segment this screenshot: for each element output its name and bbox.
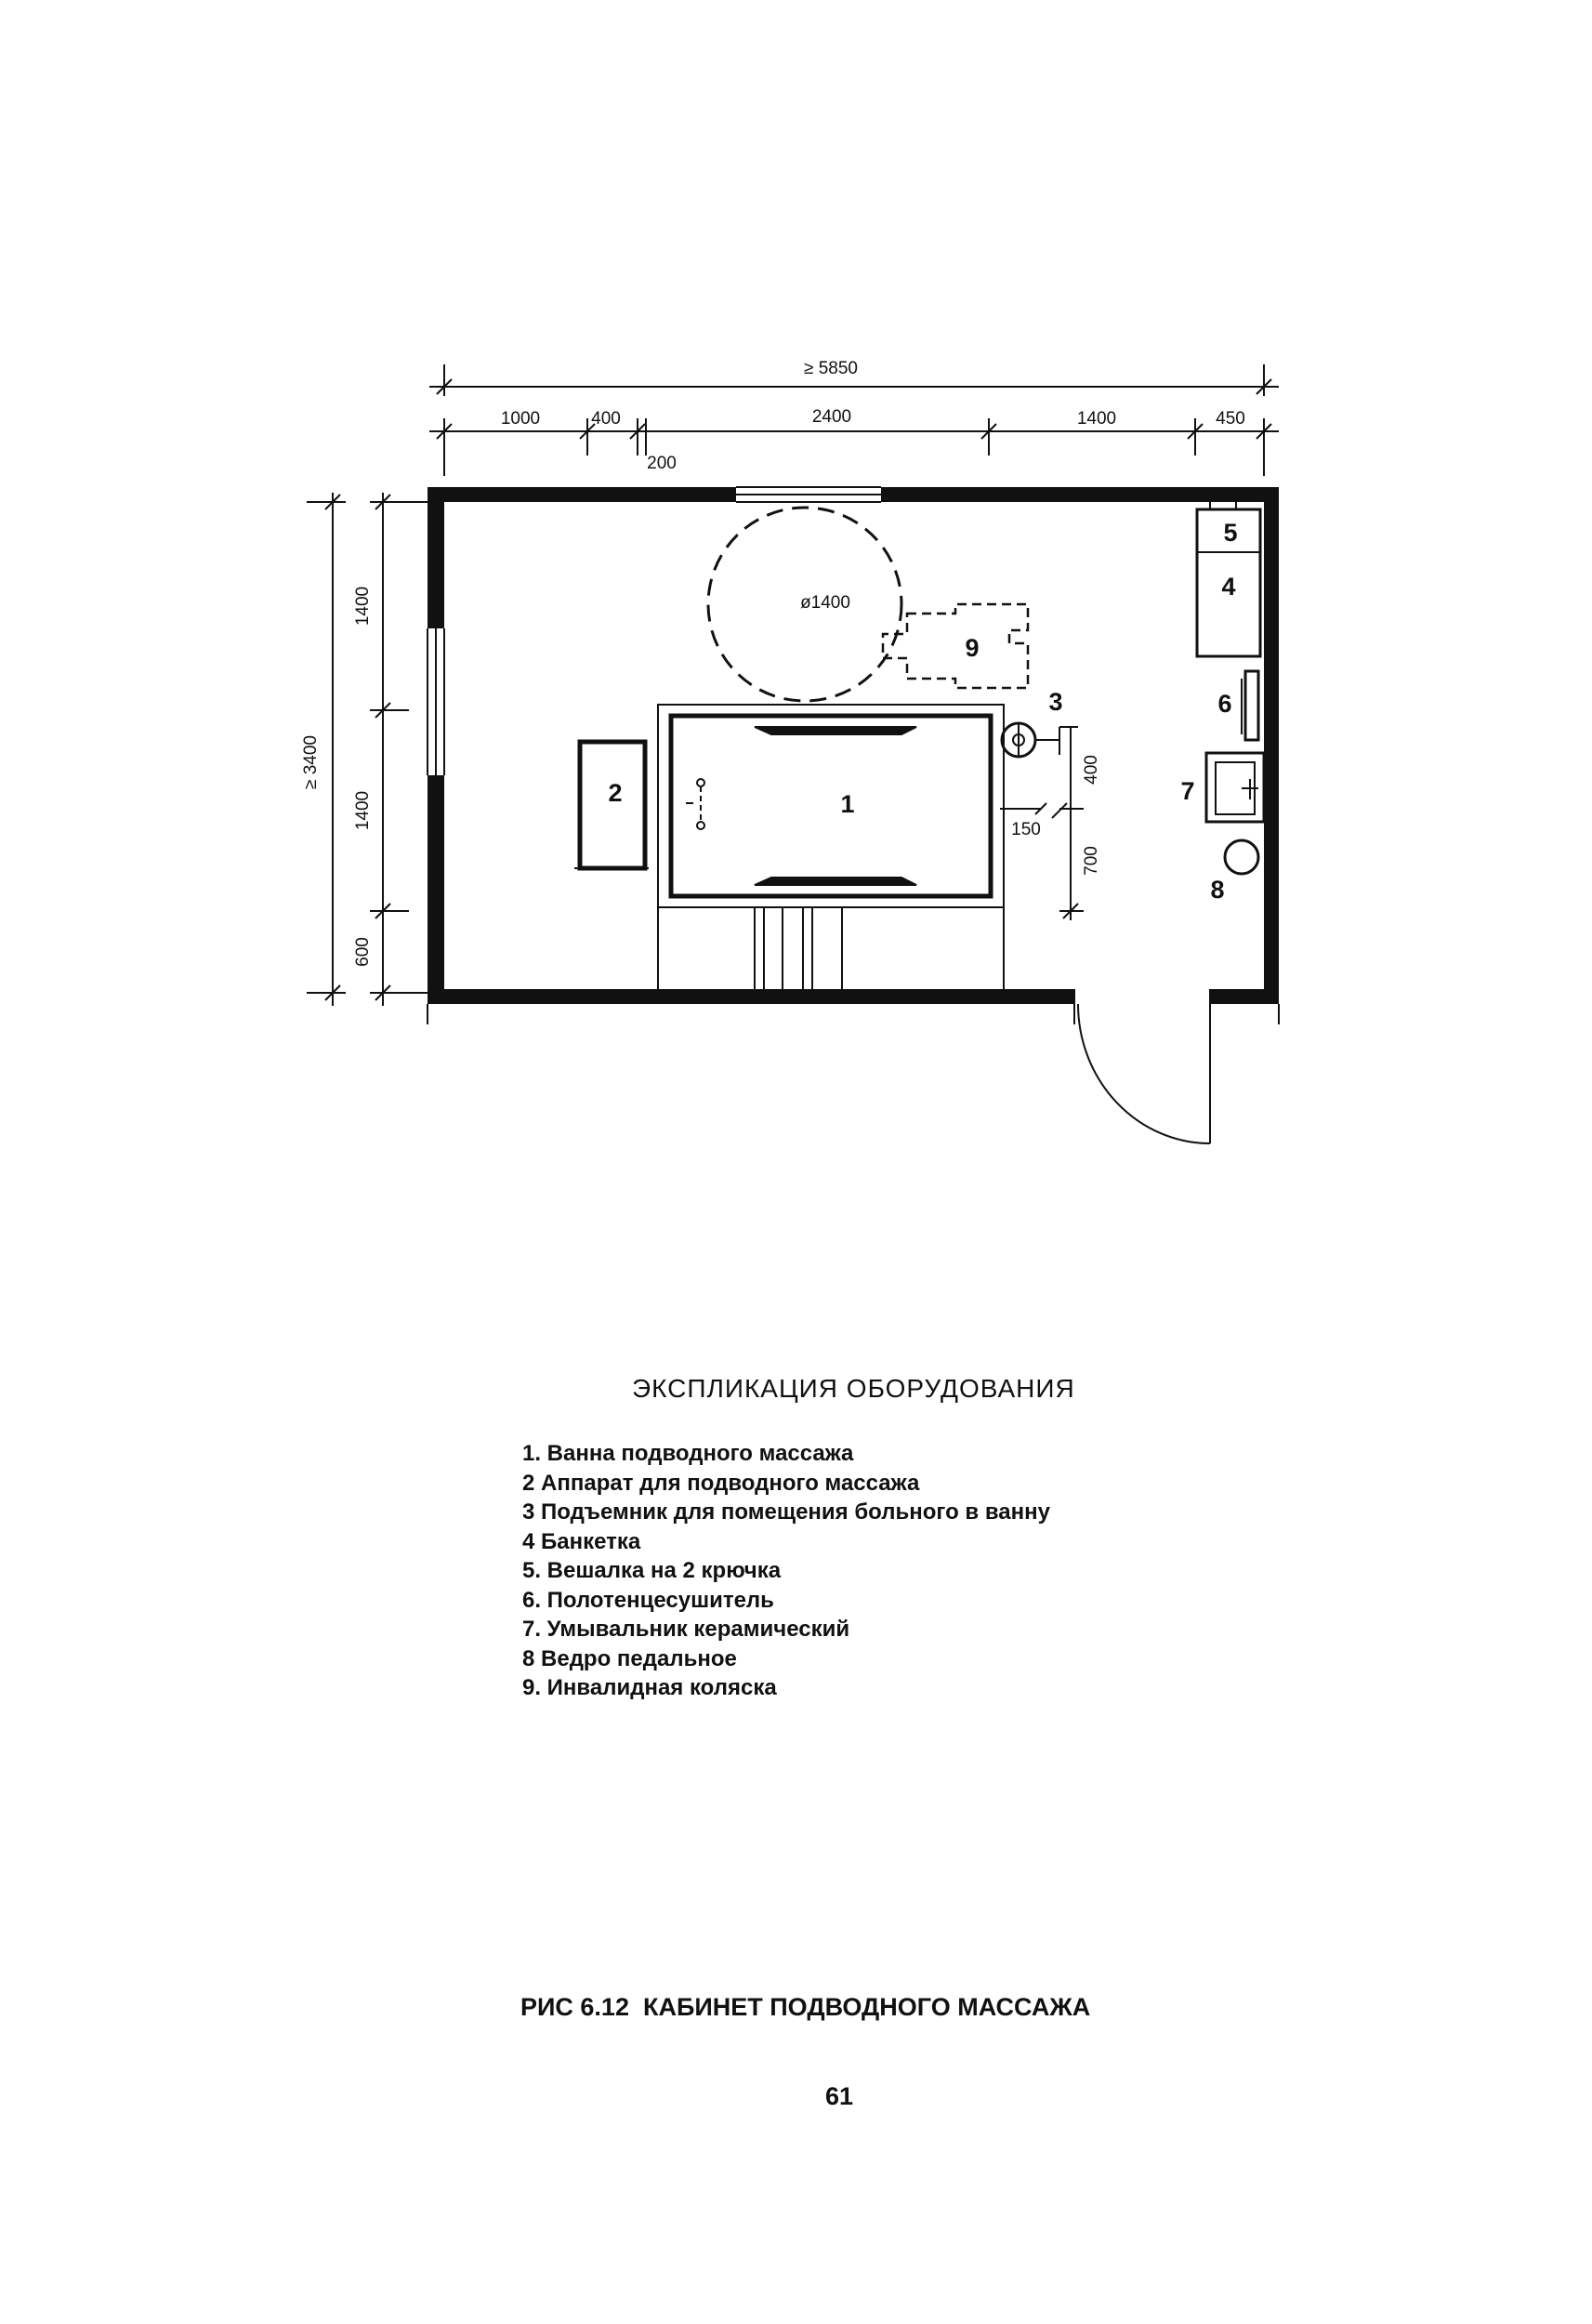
marker-5: 5 (1223, 519, 1238, 547)
legend-list (522, 1439, 1050, 1703)
dim-1000: 1000 (500, 409, 541, 429)
legend-item: 8 Ведро педальное (522, 1645, 737, 1671)
marker-3: 3 (1048, 688, 1063, 716)
dim-200: 200 (647, 454, 677, 473)
dim-1400-left-top: 1400 (353, 586, 373, 627)
pedal-bin (1225, 840, 1258, 874)
dim-overall-height: ≥ 3400 (301, 735, 321, 789)
dim-600: 600 (353, 937, 373, 967)
legend-item: 3 Подъемник для помещения больного в ванну (522, 1499, 1050, 1525)
washbasin (1206, 753, 1264, 822)
figure-label: РИС 6.12 (520, 1993, 629, 2021)
legend-item: 1. Ванна подводного массажа (522, 1441, 854, 1466)
marker-7: 7 (1180, 777, 1195, 805)
top-dimension-chain (429, 364, 1279, 476)
marker-2: 2 (608, 779, 623, 807)
legend-item: 2 Аппарат для подводного массажа (522, 1470, 920, 1496)
dim-lift-150: 150 (1011, 820, 1041, 839)
marker-1: 1 (840, 790, 855, 818)
marker-9: 9 (965, 634, 980, 662)
window-top (736, 487, 881, 502)
dim-450: 450 (1216, 409, 1245, 429)
dim-circle-diameter: ø1400 (800, 593, 850, 613)
figure-title: КАБИНЕТ ПОДВОДНОГО МАССАЖА (642, 1993, 1091, 2021)
marker-4: 4 (1221, 573, 1236, 601)
dim-400: 400 (591, 409, 621, 429)
towel-dryer (1242, 671, 1258, 740)
legend-item: 4 Банкетка (522, 1528, 641, 1554)
figure-caption (520, 1993, 1090, 2022)
bath (658, 705, 1004, 989)
dim-overall-width: ≥ 5850 (804, 359, 858, 378)
dim-1400-left-mid: 1400 (353, 790, 373, 831)
left-dimension-chain (307, 493, 437, 1006)
wheelchair-outline (883, 604, 1028, 688)
dim-lift-700: 700 (1082, 846, 1101, 876)
page-number: 61 (825, 2082, 854, 2110)
marker-6: 6 (1217, 690, 1232, 718)
window-left (428, 628, 444, 775)
legend-item: 6. Полотенцесушитель (522, 1587, 774, 1613)
dim-lift-400: 400 (1082, 755, 1101, 785)
marker-8: 8 (1210, 876, 1225, 904)
legend-title: ЭКСПЛИКАЦИЯ ОБОРУДОВАНИЯ (632, 1374, 1075, 1403)
door (1074, 989, 1210, 1143)
walls (428, 487, 1279, 1024)
legend-item: 5. Вешалка на 2 крючка (522, 1558, 782, 1583)
dim-1400-top: 1400 (1076, 409, 1117, 429)
legend-item: 9. Инвалидная коляска (522, 1675, 777, 1700)
dim-2400: 2400 (811, 407, 852, 427)
legend-item: 7. Умывальник керамический (522, 1617, 850, 1642)
